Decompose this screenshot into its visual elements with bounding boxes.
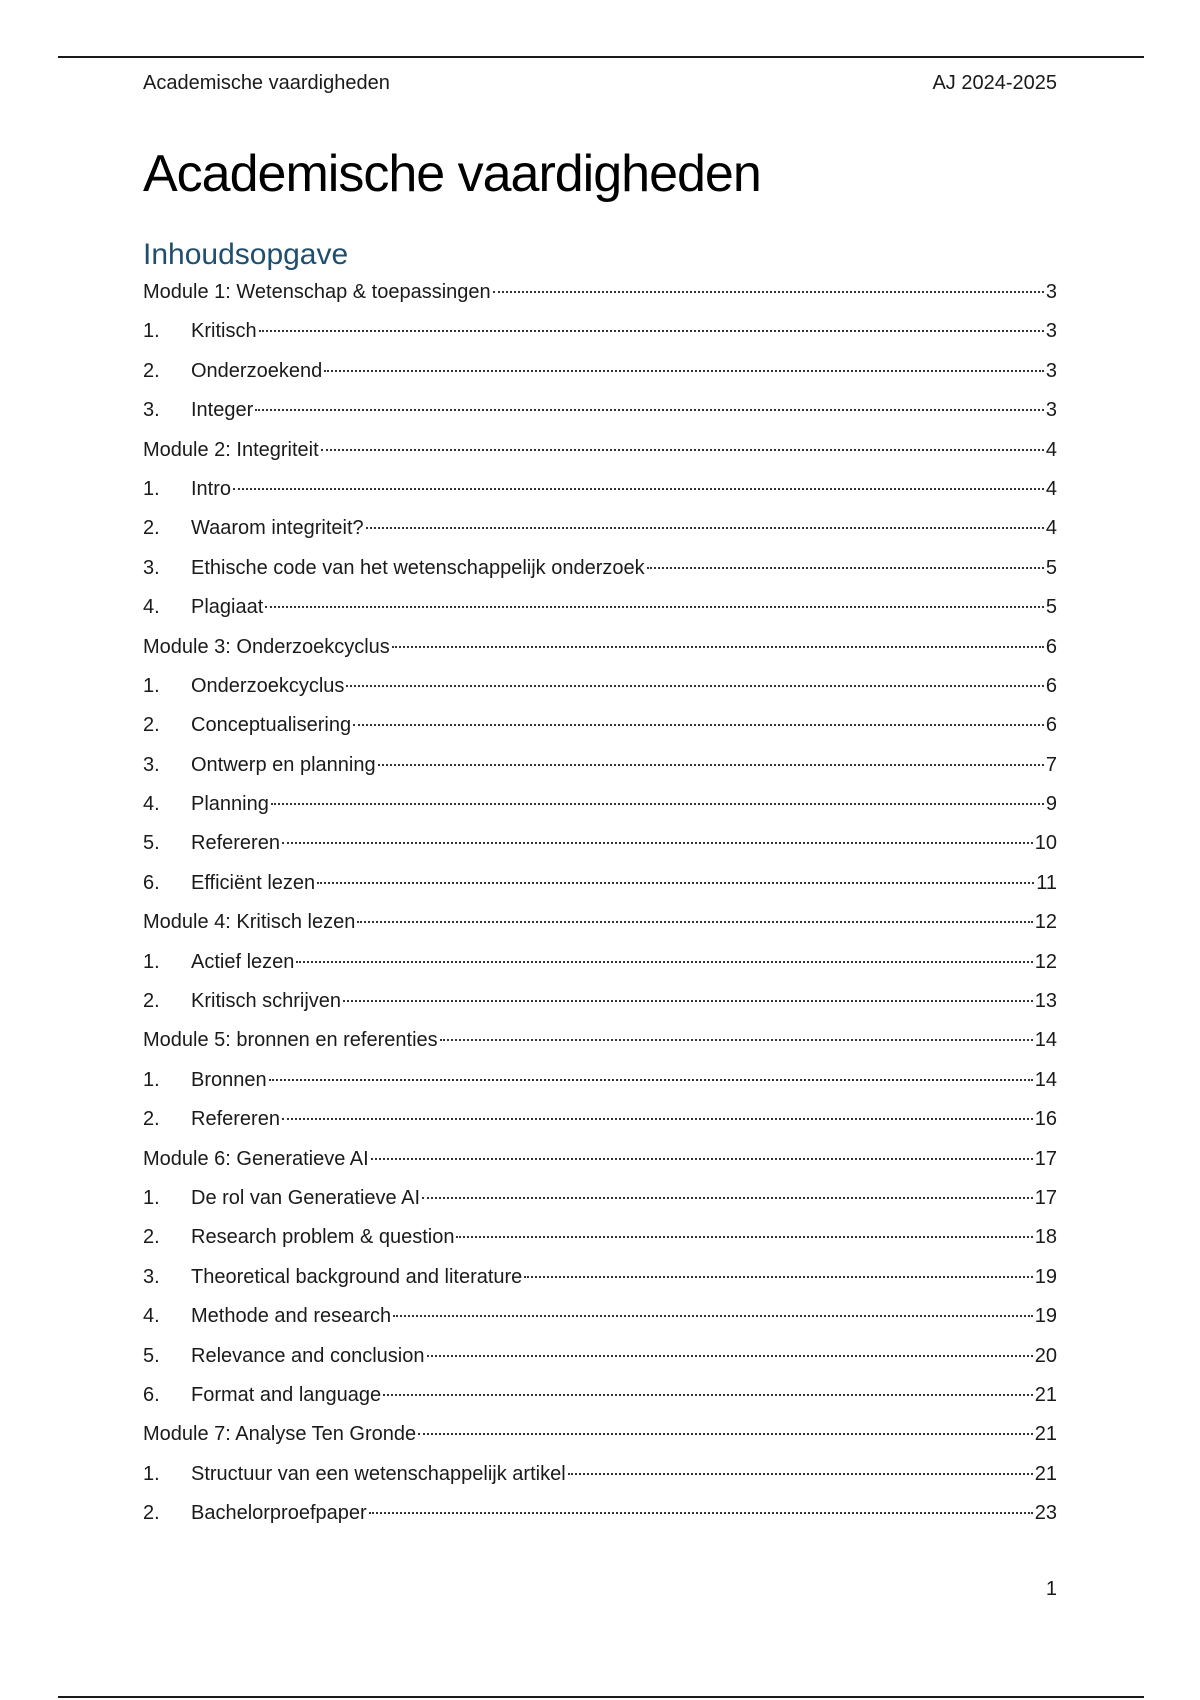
- toc-entry-page: 11: [1036, 871, 1057, 894]
- toc-entry-module[interactable]: [143, 1420, 1057, 1459]
- toc-dot-leader: [393, 1315, 1033, 1317]
- toc-entry-page: 12: [1034, 950, 1057, 973]
- toc-entry-section[interactable]: [143, 317, 1057, 356]
- toc-entry-module[interactable]: [143, 908, 1057, 947]
- toc-entry-label: Onderzoekcyclus: [191, 674, 345, 697]
- toc-entry-module[interactable]: [143, 633, 1057, 672]
- toc-entry-label: Bachelorproefpaper: [191, 1502, 367, 1525]
- toc-entry-section[interactable]: [143, 1105, 1057, 1144]
- header-left: Academische vaardigheden: [143, 72, 390, 94]
- toc-entry-page: 10: [1034, 832, 1057, 855]
- toc-entry-section[interactable]: [143, 1381, 1057, 1420]
- toc-entry-number: 2.: [143, 1502, 160, 1525]
- toc-dot-leader: [378, 764, 1044, 766]
- toc-entry-section[interactable]: [143, 1263, 1057, 1302]
- toc-entry-label: Bronnen: [191, 1068, 267, 1091]
- toc-entry-module[interactable]: [143, 278, 1057, 317]
- toc-entry-page: 3: [1045, 281, 1057, 303]
- toc-entry-number: 1.: [143, 950, 160, 973]
- toc-entry-section[interactable]: [143, 1223, 1057, 1262]
- toc-entry-number: 3.: [143, 399, 160, 422]
- toc-entry-number: 4.: [143, 1305, 160, 1328]
- toc-entry-section[interactable]: [143, 948, 1057, 987]
- toc-entry-page: 9: [1045, 793, 1057, 816]
- toc-entry-page: 3: [1045, 359, 1057, 382]
- page-title: Academische vaardigheden: [143, 145, 761, 203]
- toc-dot-leader: [647, 567, 1044, 569]
- toc-dot-leader: [366, 527, 1044, 529]
- toc-entry-page: 20: [1034, 1344, 1057, 1367]
- toc-dot-leader: [371, 1158, 1033, 1160]
- toc-dot-leader: [265, 606, 1044, 608]
- toc-entry-number: 2.: [143, 1108, 160, 1131]
- toc-entry-page: 23: [1034, 1502, 1057, 1525]
- toc-entry-section[interactable]: [143, 514, 1057, 553]
- toc-dot-leader: [282, 1118, 1033, 1120]
- toc-dot-leader: [456, 1236, 1032, 1238]
- header-right: AJ 2024-2025: [932, 72, 1057, 94]
- toc-dot-leader: [383, 1394, 1033, 1396]
- toc-entry-section[interactable]: [143, 711, 1057, 750]
- toc-entry-label: Waarom integriteit?: [191, 517, 364, 540]
- toc-entry-page: 5: [1045, 556, 1057, 579]
- toc-entry-number: 4.: [143, 596, 160, 619]
- toc-entry-label: Kritisch: [191, 320, 257, 343]
- table-of-contents: [143, 278, 1057, 1539]
- toc-entry-label: Module 7: Analyse Ten Gronde: [143, 1423, 417, 1446]
- toc-entry-section[interactable]: [143, 790, 1057, 829]
- toc-dot-leader: [418, 1433, 1033, 1435]
- toc-entry-label: Actief lezen: [191, 950, 295, 973]
- toc-entry-section[interactable]: [143, 357, 1057, 396]
- toc-entry-label: Conceptualisering: [191, 714, 352, 737]
- toc-entry-label: Plagiaat: [191, 596, 264, 619]
- toc-dot-leader: [524, 1276, 1032, 1278]
- toc-dot-leader: [357, 921, 1032, 923]
- toc-entry-page: 18: [1034, 1226, 1057, 1249]
- toc-entry-number: 2.: [143, 517, 160, 540]
- toc-entry-number: 3.: [143, 1265, 160, 1288]
- toc-dot-leader: [282, 842, 1033, 844]
- toc-entry-page: 7: [1045, 753, 1057, 776]
- toc-entry-number: 3.: [143, 753, 160, 776]
- toc-dot-leader: [427, 1355, 1033, 1357]
- toc-entry-number: 5.: [143, 832, 160, 855]
- toc-entry-page: 4: [1045, 438, 1057, 461]
- toc-dot-leader: [369, 1512, 1033, 1514]
- toc-dot-leader: [233, 488, 1044, 490]
- toc-dot-leader: [255, 409, 1044, 411]
- toc-entry-number: 6.: [143, 1383, 160, 1406]
- toc-entry-label: Format and language: [191, 1383, 382, 1406]
- toc-dot-leader: [296, 961, 1032, 963]
- toc-entry-label: Module 5: bronnen en referenties: [143, 1029, 438, 1052]
- toc-entry-page: 4: [1045, 517, 1057, 540]
- toc-entry-label: Refereren: [191, 832, 280, 855]
- toc-dot-leader: [392, 646, 1044, 648]
- toc-entry-section[interactable]: [143, 987, 1057, 1026]
- toc-entry-page: 12: [1034, 911, 1057, 934]
- toc-heading: Inhoudsopgave: [143, 238, 349, 271]
- toc-entry-section[interactable]: [143, 1066, 1057, 1105]
- toc-entry-label: Planning: [191, 793, 269, 816]
- toc-entry-number: 2.: [143, 1226, 160, 1249]
- toc-entry-number: 3.: [143, 556, 160, 579]
- toc-entry-label: Ontwerp en planning: [191, 753, 376, 776]
- toc-entry-number: 1.: [143, 1068, 160, 1091]
- toc-entry-label: Module 4: Kritisch lezen: [143, 911, 356, 934]
- toc-entry-number: 4.: [143, 793, 160, 816]
- toc-entry-label: Kritisch schrijven: [191, 990, 342, 1013]
- toc-dot-leader: [440, 1039, 1033, 1041]
- toc-entry-page: 19: [1034, 1305, 1057, 1328]
- toc-entry-section[interactable]: [143, 1184, 1057, 1223]
- toc-entry-section[interactable]: [143, 1460, 1057, 1499]
- toc-entry-section[interactable]: [143, 829, 1057, 868]
- toc-entry-number: 6.: [143, 871, 160, 894]
- toc-entry-number: 1.: [143, 674, 160, 697]
- toc-entry-number: 2.: [143, 990, 160, 1013]
- toc-dot-leader: [353, 724, 1044, 726]
- toc-entry-label: Onderzoekend: [191, 359, 323, 382]
- toc-entry-section[interactable]: [143, 396, 1057, 435]
- toc-entry-section[interactable]: [143, 593, 1057, 632]
- toc-entry-module[interactable]: [143, 1026, 1057, 1065]
- toc-dot-leader: [269, 1079, 1033, 1081]
- toc-entry-page: 21: [1034, 1462, 1057, 1485]
- toc-entry-page: 3: [1045, 320, 1057, 343]
- toc-dot-leader: [317, 882, 1034, 884]
- toc-entry-section[interactable]: [143, 1342, 1057, 1381]
- toc-entry-page: 13: [1034, 990, 1057, 1013]
- toc-entry-label: Theoretical background and literature: [191, 1265, 523, 1288]
- toc-entry-page: 6: [1045, 674, 1057, 697]
- toc-entry-page: 5: [1045, 596, 1057, 619]
- footer-page-number: 1: [1045, 1578, 1057, 1600]
- toc-entry-label: Structuur van een wetenschappelijk artikel: [191, 1462, 566, 1485]
- toc-entry-label: Relevance and conclusion: [191, 1344, 425, 1367]
- toc-entry-label: Ethische code van het wetenschappelijk onderzoek: [191, 556, 645, 579]
- toc-entry-label: Intro: [191, 477, 232, 500]
- toc-entry-label: Research problem & question: [191, 1226, 455, 1249]
- toc-entry-page: 14: [1034, 1029, 1057, 1052]
- toc-dot-leader: [271, 803, 1044, 805]
- toc-entry-page: 4: [1045, 477, 1057, 500]
- toc-entry-number: 1.: [143, 1186, 160, 1209]
- toc-entry-section[interactable]: [143, 1302, 1057, 1341]
- toc-dot-leader: [321, 449, 1044, 451]
- toc-dot-leader: [568, 1473, 1033, 1475]
- toc-entry-label: Module 1: Wetenschap & toepassingen: [143, 281, 491, 303]
- toc-entry-page: 21: [1034, 1423, 1057, 1446]
- toc-entry-module[interactable]: [143, 1145, 1057, 1184]
- toc-dot-leader: [493, 291, 1044, 293]
- toc-dot-leader: [324, 370, 1044, 372]
- toc-entry-number: 1.: [143, 477, 160, 500]
- toc-entry-label: Methode and research: [191, 1305, 392, 1328]
- toc-entry-number: 5.: [143, 1344, 160, 1367]
- toc-entry-module[interactable]: [143, 436, 1057, 475]
- toc-entry-page: 19: [1034, 1265, 1057, 1288]
- toc-entry-section[interactable]: [143, 869, 1057, 908]
- toc-entry-label: Efficiënt lezen: [191, 871, 316, 894]
- toc-dot-leader: [343, 1000, 1033, 1002]
- toc-entry-section[interactable]: [143, 751, 1057, 790]
- toc-entry-page: 21: [1034, 1383, 1057, 1406]
- toc-entry-page: 16: [1034, 1108, 1057, 1131]
- toc-entry-label: De rol van Generatieve AI: [191, 1186, 421, 1209]
- toc-entry-number: 1.: [143, 320, 160, 343]
- toc-entry-page: 14: [1034, 1068, 1057, 1091]
- toc-entry-section[interactable]: [143, 554, 1057, 593]
- toc-entry-label: Module 2: Integriteit: [143, 438, 319, 461]
- top-rule: [58, 56, 1144, 58]
- toc-entry-page: 6: [1045, 635, 1057, 658]
- toc-entry-label: Integer: [191, 399, 254, 422]
- toc-entry-label: Refereren: [191, 1108, 280, 1131]
- toc-entry-page: 17: [1034, 1147, 1057, 1170]
- toc-dot-leader: [346, 685, 1043, 687]
- toc-dot-leader: [422, 1197, 1033, 1199]
- toc-entry-label: Module 3: Onderzoekcyclus: [143, 635, 390, 658]
- toc-entry-page: 3: [1045, 399, 1057, 422]
- toc-entry-number: 2.: [143, 714, 160, 737]
- toc-entry-section[interactable]: [143, 475, 1057, 514]
- toc-entry-section[interactable]: [143, 672, 1057, 711]
- toc-entry-number: 2.: [143, 359, 160, 382]
- toc-entry-page: 6: [1045, 714, 1057, 737]
- toc-entry-section[interactable]: [143, 1499, 1057, 1538]
- toc-entry-page: 17: [1034, 1186, 1057, 1209]
- bottom-rule: [58, 1696, 1144, 1698]
- running-header: [143, 72, 1057, 95]
- toc-entry-label: Module 6: Generatieve AI: [143, 1147, 369, 1170]
- toc-entry-number: 1.: [143, 1462, 160, 1485]
- toc-dot-leader: [259, 330, 1044, 332]
